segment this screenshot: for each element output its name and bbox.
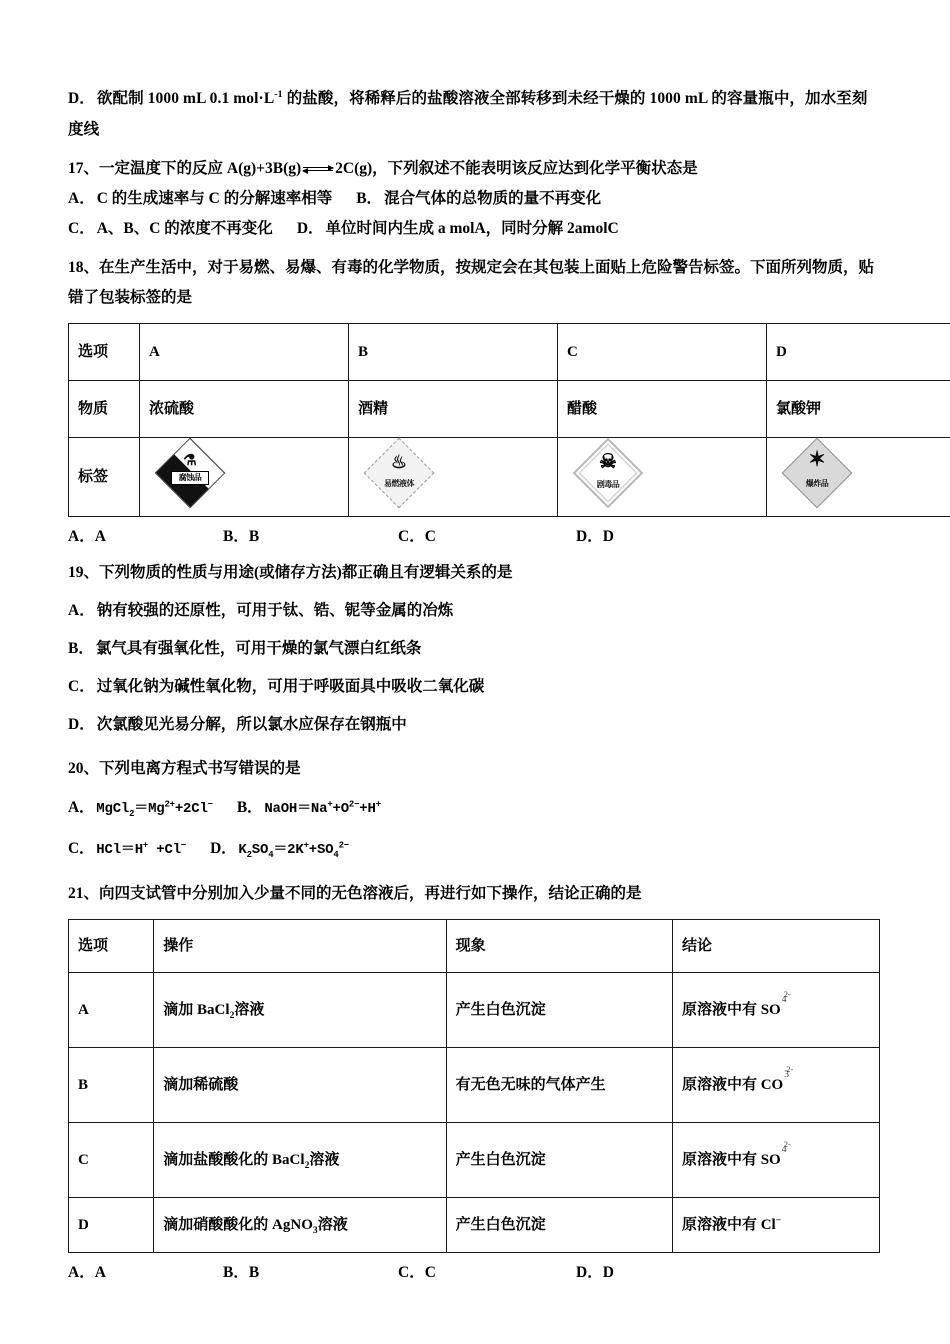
q21-row-b-operation: 滴加稀硫酸 <box>154 1047 446 1122</box>
q18-col-a: A <box>140 323 349 380</box>
q18-substance-a: 浓硫酸 <box>140 380 349 437</box>
q21-answer-c: C．C <box>398 1263 436 1281</box>
q21-stem-text: 向四支试管中分别加入少量不同的无色溶液后，再进行如下操作，结论正确的是 <box>99 884 642 902</box>
q21-row-a-operation: 滴加 BaCl$_2$溶液 <box>154 972 446 1047</box>
q21-answer-d: D．D <box>576 1263 614 1281</box>
q21-header-operation: 操作 <box>154 919 446 972</box>
q21-row-c-conclusion: 原溶液中有 SO 2- 4 <box>672 1122 879 1197</box>
q17-option-b-label: B． <box>356 190 383 208</box>
explosive-hazard-icon <box>776 442 858 504</box>
q21-row-a-conclusion: 原溶液中有 SO 2- 4 <box>672 972 879 1047</box>
q18-hazard-table <box>68 323 950 517</box>
q21-experiment-table <box>68 919 880 1253</box>
carbonate-ion-notation: 2- 3 <box>784 1064 794 1080</box>
q18-answer-b: B．B <box>223 527 260 545</box>
q20-option-b-label: B． <box>236 799 263 817</box>
corrosive-hazard-icon <box>149 442 231 504</box>
q19-option-d-label: D． <box>68 716 95 734</box>
q18-label-cell-a <box>140 437 349 516</box>
q19-option-a-label: A． <box>68 601 95 619</box>
q19-option-d <box>68 712 880 737</box>
page-content <box>68 86 880 1282</box>
q17-option-a-label: A． <box>68 190 95 208</box>
q16-option-d <box>68 86 880 111</box>
q18-answer-c: C．C <box>398 527 436 545</box>
q17-stem <box>68 156 880 181</box>
q17-option-d-label: D． <box>296 220 324 238</box>
q20-option-a-label: A． <box>68 799 95 817</box>
q21-row-a-phenomenon: 产生白色沉淀 <box>446 972 672 1047</box>
sulfate-ion-notation: 2- 4 <box>781 1139 791 1155</box>
q20-stem-text: 下列电离方程式书写错误的是 <box>99 760 301 778</box>
q21-answer-b: B．B <box>223 1263 260 1281</box>
q18-number: 18、 <box>68 258 100 276</box>
q19-stem <box>68 560 880 585</box>
q20-equation-b: $NaOH=Na^++O^{2-}+H^+$ <box>264 799 381 818</box>
q20-equations-row2 <box>68 835 880 863</box>
q21-header-conclusion: 结论 <box>672 919 879 972</box>
q17-stem-after: 2C(g)，下列叙述不能表明该反应达到化学平衡状态是 <box>335 160 698 178</box>
q18-row-header-option: 选项 <box>69 323 140 380</box>
q20-option-c-label: C． <box>68 839 95 857</box>
flammable-liquid-hazard-icon <box>358 442 440 504</box>
q19-option-c-text: 过氧化钠为碱性氧化物，可用于呼吸面具中吸收二氧化碳 <box>96 678 485 696</box>
q21-row-b-option: B <box>69 1047 154 1122</box>
q21-row-d-phenomenon: 产生白色沉淀 <box>446 1197 672 1252</box>
q19-option-b-label: B． <box>68 639 94 657</box>
q16-option-d-label: D． <box>68 90 95 107</box>
q21-row-d-operation: 滴加硝酸酸化的 AgNO$_3$溶液 <box>154 1197 446 1252</box>
explosion-burst-glyph: ✶ <box>808 447 826 472</box>
q21-stem <box>68 881 880 906</box>
q16-option-d-line2: 度线 <box>68 121 100 139</box>
q21-answer-choices <box>68 1260 880 1282</box>
q21-row-c-phenomenon: 产生白色沉淀 <box>446 1122 672 1197</box>
q17-options-row1 <box>68 186 880 211</box>
q18-substance-b: 酒精 <box>349 380 558 437</box>
q18-col-d: D <box>767 323 950 380</box>
flammable-label-text: 易燃液体 <box>384 479 414 489</box>
q19-option-c-label: C． <box>68 678 95 696</box>
q18-substance-c: 醋酸 <box>558 380 767 437</box>
q16-option-d-line1: 欲配制 1000 mL 0.1 $mol\cdot L^{-1}$ 的盐酸，将稀释后的盐酸溶液全部转移到未经干燥的 1000 mL 的容量瓶中，加水至刻 <box>96 88 868 107</box>
q19-option-a <box>68 598 880 623</box>
q20-equation-c: HCl＝H+ +Cl− <box>96 839 187 858</box>
q17-option-c-label: C． <box>68 220 95 238</box>
explosive-label-text: 爆炸品 <box>805 479 829 489</box>
q20-equations-row1 <box>68 794 880 822</box>
q19-option-c <box>68 674 880 699</box>
q18-answer-d: D．D <box>576 527 614 545</box>
table-row <box>69 919 880 972</box>
sulfate-ion-notation: 2- 4 <box>781 989 791 1005</box>
q18-col-c: C <box>558 323 767 380</box>
q18-label-cell-b <box>349 437 558 516</box>
q18-label-cell-d <box>767 437 950 516</box>
q21-row-b-conclusion: 原溶液中有 CO 2- 3 <box>672 1047 879 1122</box>
table-row <box>69 972 880 1047</box>
q17-option-b-text: 混合气体的总物质的量不再变化 <box>384 190 602 208</box>
q19-stem-text: 下列物质的性质与用途(或储存方法)都正确且有逻辑关系的是 <box>99 563 513 581</box>
table-row <box>69 1197 880 1252</box>
table-row <box>69 380 950 437</box>
q17-options-row2 <box>68 216 880 241</box>
q21-row-d-conclusion: 原溶液中有 Cl− <box>672 1197 879 1252</box>
q20-stem <box>68 756 880 781</box>
q17-number: 17、 <box>68 160 100 178</box>
q18-stem-text1: 在生产生活中，对于易燃、易爆、有毒的化学物质，按规定会在其包装上面贴上危险警告标签。下面所列物质，贴 <box>99 258 875 276</box>
table-row <box>69 323 950 380</box>
skull-crossbones-glyph: ☠ <box>599 451 617 474</box>
q18-row-header-label: 标签 <box>69 437 140 516</box>
q18-stem-line2: 错了包装标签的是 <box>68 288 193 306</box>
q19-option-d-text: 次氯酸见光易分解，所以氯水应保存在钢瓶中 <box>96 716 407 734</box>
q20-option-d-label: D． <box>210 839 237 857</box>
equilibrium-arrow-icon <box>301 162 335 178</box>
q18-stem-line1 <box>68 255 880 280</box>
q19-option-a-text: 钠有较强的还原性，可用于钛、锆、铌等金属的冶炼 <box>96 601 454 619</box>
q18-label-cell-c <box>558 437 767 516</box>
q21-row-d-option: D <box>69 1197 154 1252</box>
corrosive-drip-glyph: ⚗ <box>183 453 197 470</box>
q21-answer-a: A．A <box>68 1263 106 1281</box>
q20-equation-d: $K_2SO_4=2K^++SO_4^{2-}$ <box>238 839 349 860</box>
flame-glyph: ♨ <box>390 452 408 473</box>
q18-answer-a: A．A <box>68 527 106 545</box>
corrosive-label-text: 腐蚀品 <box>171 471 209 485</box>
q17-option-a-text: C 的生成速率与 C 的分解速率相等 <box>96 190 333 208</box>
toxic-hazard-icon <box>567 442 649 504</box>
toxic-label-text: 剧毒品 <box>596 480 620 490</box>
q17-stem-before: 一定温度下的反应 A(g)+3B(g) <box>99 160 302 178</box>
chloride-charge: − <box>775 1214 782 1226</box>
q19-number: 19、 <box>68 563 100 581</box>
q21-row-a-option: A <box>69 972 154 1047</box>
q21-row-b-phenomenon: 有无色无味的气体产生 <box>446 1047 672 1122</box>
q20-number: 20、 <box>68 760 100 778</box>
q21-number: 21、 <box>68 884 100 902</box>
q21-row-c-operation: 滴加盐酸酸化的 BaCl$_2$溶液 <box>154 1122 446 1197</box>
table-row <box>69 437 950 516</box>
q21-header-option: 选项 <box>69 919 154 972</box>
q19-option-b <box>68 636 880 661</box>
q19-option-b-text: 氯气具有强氧化性，可用干燥的氯气漂白红纸条 <box>95 639 422 657</box>
q21-header-phenomenon: 现象 <box>446 919 672 972</box>
q17-option-c-text: A、B、C 的浓度不再变化 <box>96 220 273 238</box>
q21-row-c-option: C <box>69 1122 154 1197</box>
q20-equation-a: $MgCl_2=Mg^{2+}+2Cl^-$ <box>96 799 213 820</box>
q18-row-header-substance: 物质 <box>69 380 140 437</box>
q17-option-d-text: 单位时间内生成 a molA，同时分解 2amolC <box>325 220 619 238</box>
q18-answer-choices <box>68 524 880 546</box>
q18-substance-d: 氯酸钾 <box>767 380 950 437</box>
table-row <box>69 1047 880 1122</box>
q18-col-b: B <box>349 323 558 380</box>
table-row <box>69 1122 880 1197</box>
